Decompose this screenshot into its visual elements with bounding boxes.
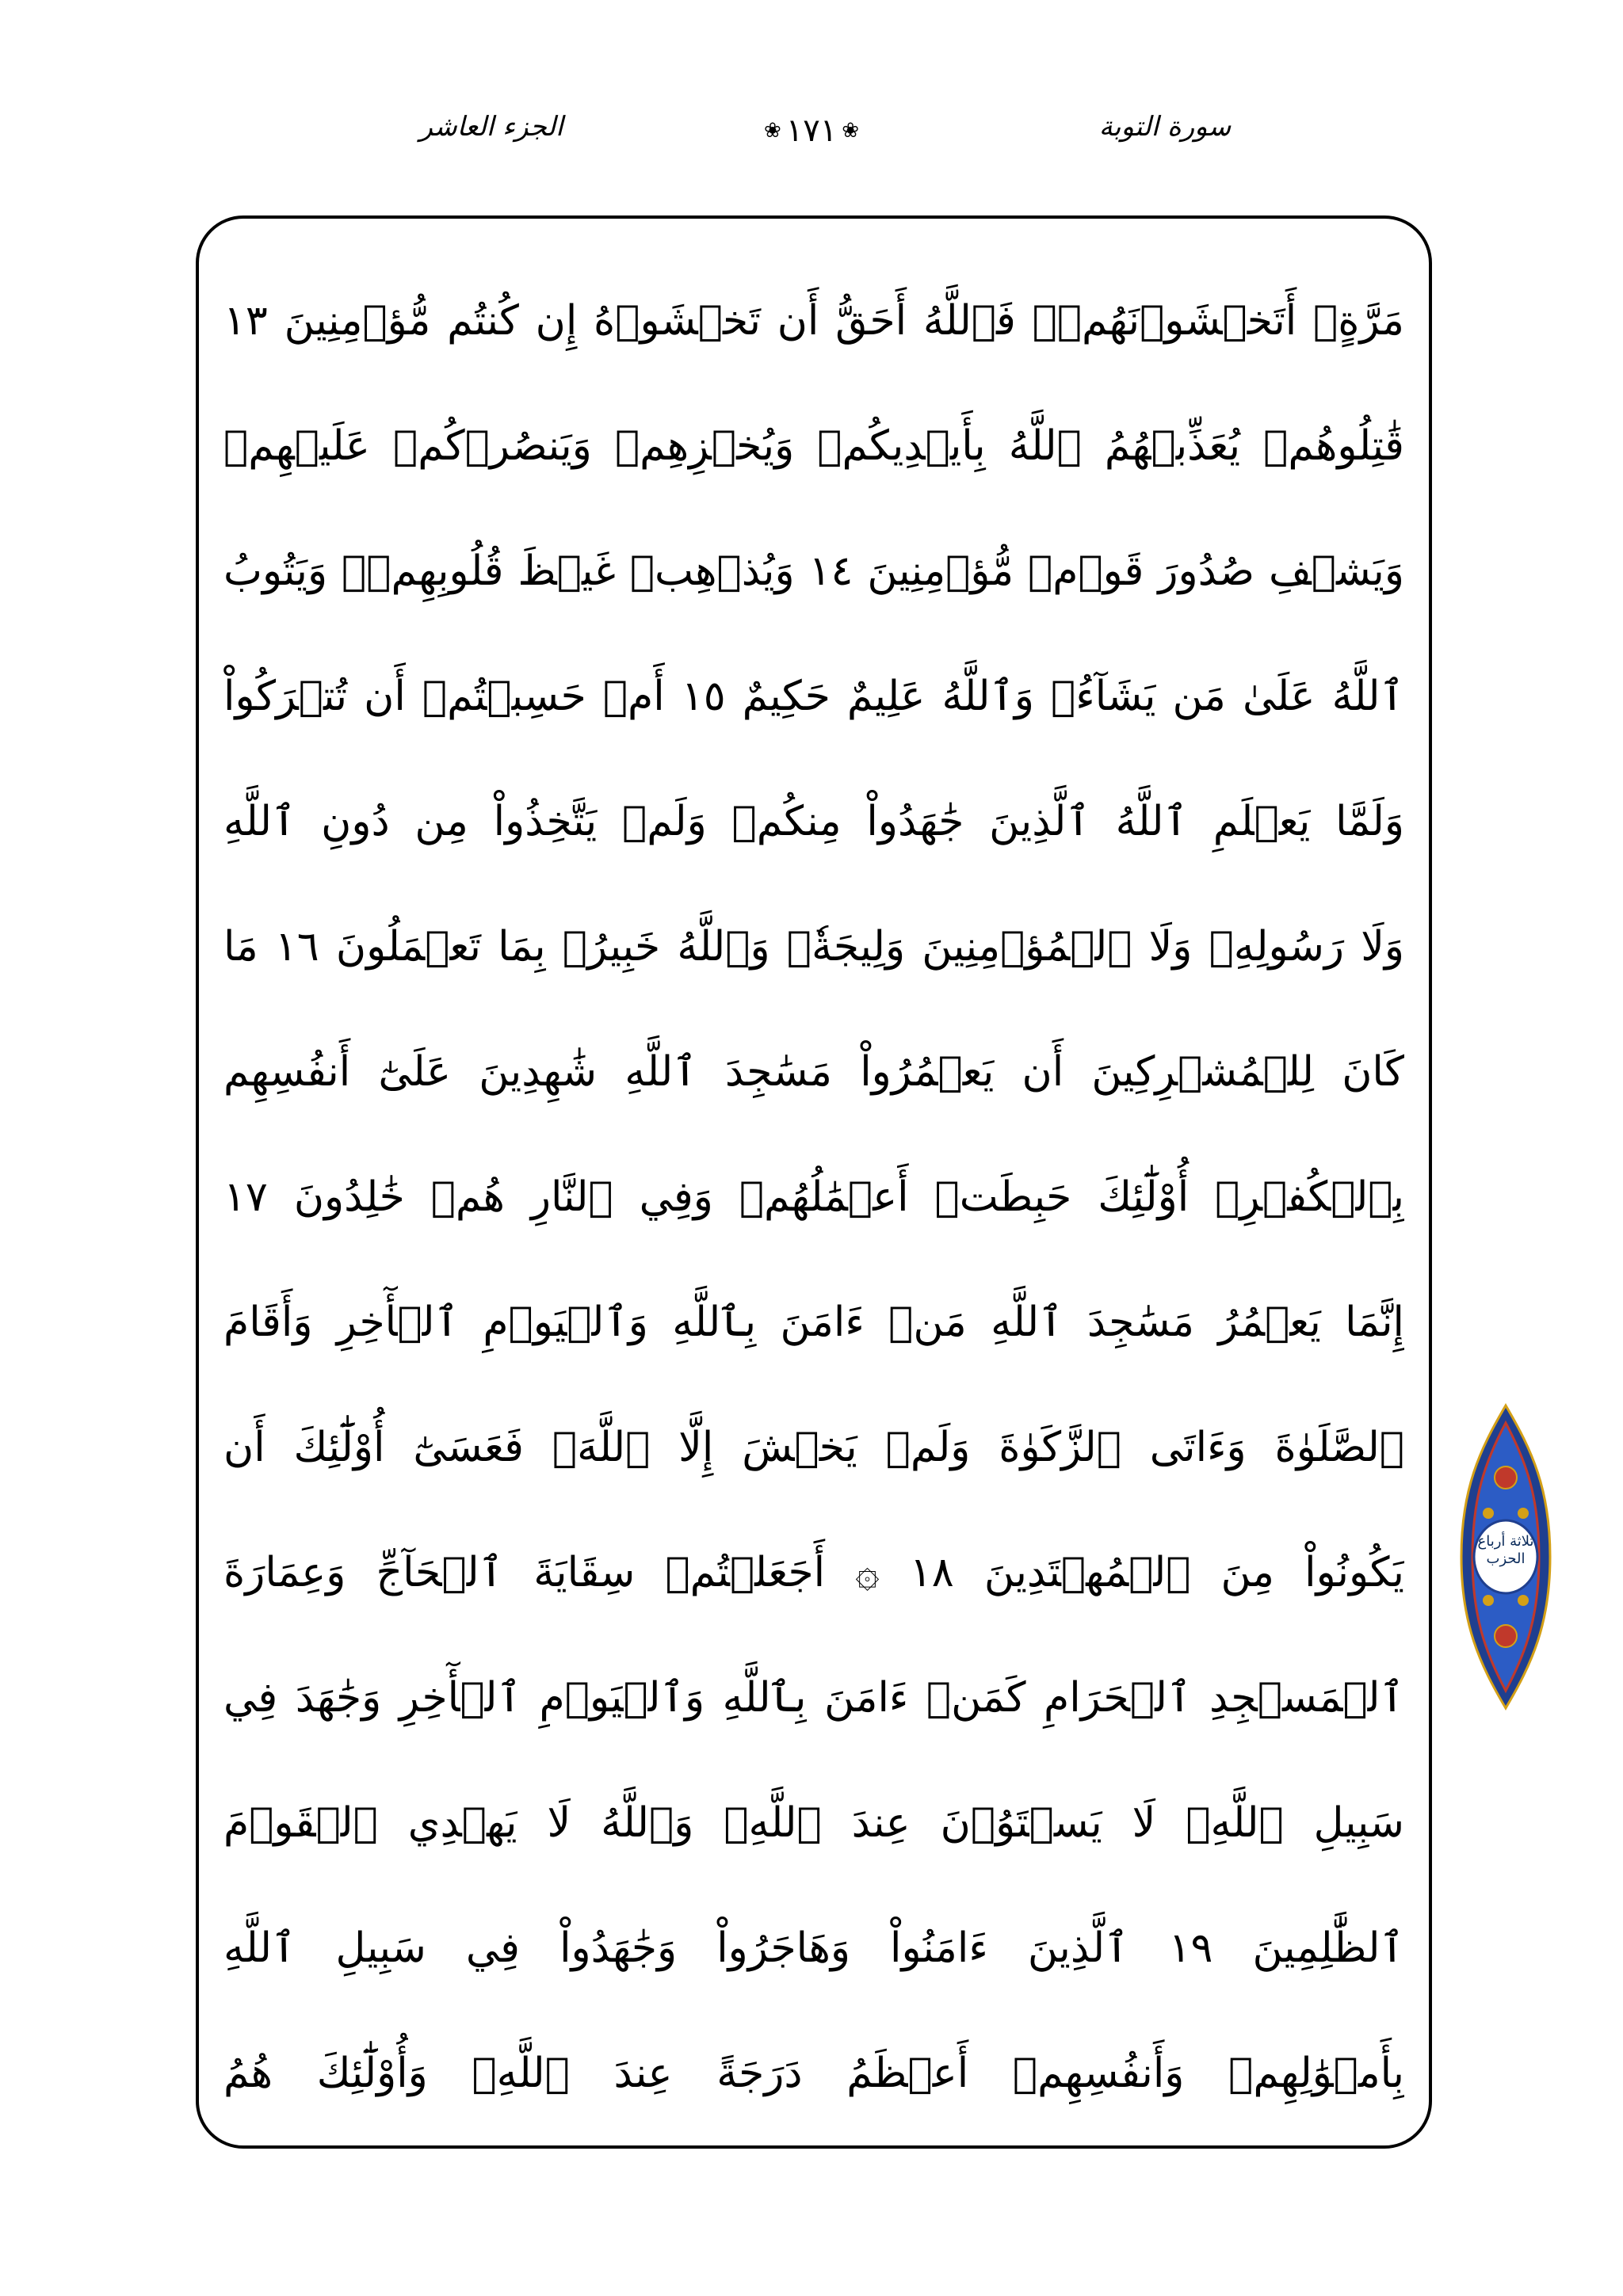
text-line: سَبِيلِ ٱللَّهِۚ لَا يَسۡتَوُۥنَ عِندَ ٱللَّهِۗ وَٱللَّهُ لَا يَهۡدِي ٱلۡقَوۡمَ [223,1799,1404,1847]
page-header [0,103,1623,190]
text-line: ٱللَّهُ عَلَىٰ مَن يَشَآءُۗ وَٱللَّهُ عَلِيمٌ حَكِيمٌ ١٥ أَمۡ حَسِبۡتُمۡ أَن تُتۡرَكُواْ [223,673,1404,720]
text-line: ٱلظَّٰلِمِينَ ١٩ ٱلَّذِينَ ءَامَنُواْ وَهَاجَرُواْ وَجَٰهَدُواْ فِي سَبِيلِ ٱللَّهِ [223,1924,1404,1972]
surah-name: سورة التوبة [1098,111,1232,143]
text-line: بِأَمۡوَٰلِهِمۡ وَأَنفُسِهِمۡ أَعۡظَمُ دَرَجَةً عِندَ ٱللَّهِۚ وَأُوْلَٰٓئِكَ هُمُ [223,2050,1404,2097]
hizb-label: ثلاثة أرباع الحزب [1477,1533,1534,1567]
text-line: ٱلۡمَسۡجِدِ ٱلۡحَرَامِ كَمَنۡ ءَامَنَ بِٱللَّهِ وَٱلۡيَوۡمِ ٱلۡأٓخِرِ وَجَٰهَدَ فِي [223,1674,1404,1722]
text-line: كَانَ لِلۡمُشۡرِكِينَ أَن يَعۡمُرُواْ مَسَٰجِدَ ٱللَّهِ شَٰهِدِينَ عَلَىٰٓ أَنفُسِهِم [223,1048,1404,1096]
ornament-right-icon: ❀ [842,119,860,143]
page-number: ١٧١ [785,113,838,149]
text-line: يَكُونُواْ مِنَ ٱلۡمُهۡتَدِينَ ١٨ ۞ أَجَعَلۡتُمۡ سِقَايَةَ ٱلۡحَآجِّ وَعِمَارَةَ [223,1549,1404,1596]
ornament-left-icon: ❀ [763,119,781,143]
text-line: إِنَّمَا يَعۡمُرُ مَسَٰجِدَ ٱللَّهِ مَنۡ ءَامَنَ بِٱللَّهِ وَٱلۡيَوۡمِ ٱلۡأٓخِرِ وَأَقَامَ [223,1299,1404,1346]
text-line: وَلَا رَسُولِهِۦ وَلَا ٱلۡمُؤۡمِنِينَ وَلِيجَةٗۚ وَٱللَّهُ خَبِيرُۢ بِمَا تَعۡمَلُونَ ١٦ مَا [223,923,1404,971]
page-number-badge [732,103,891,158]
text-line: بِٱلۡكُفۡرِۚ أُوْلَٰٓئِكَ حَبِطَتۡ أَعۡمَٰلُهُمۡ وَفِي ٱلنَّارِ هُمۡ خَٰلِدُونَ ١٧ [223,1173,1404,1221]
text-line: قَٰتِلُوهُمۡ يُعَذِّبۡهُمُ ٱللَّهُ بِأَيۡدِيكُمۡ وَيُخۡزِهِمۡ وَيَنصُرۡكُمۡ عَلَيۡهِمۡ [223,422,1404,470]
text-line: ٱلصَّلَوٰةَ وَءَاتَى ٱلزَّكَوٰةَ وَلَمۡ يَخۡشَ إِلَّا ٱللَّهَۖ فَعَسَىٰٓ أُوْلَٰٓئِكَ أَن [223,1424,1404,1471]
text-line: وَلَمَّا يَعۡلَمِ ٱللَّهُ ٱلَّذِينَ جَٰهَدُواْ مِنكُمۡ وَلَمۡ يَتَّخِذُواْ مِن دُونِ ٱللَّهِ [223,798,1404,845]
hizb-marker [1457,1402,1555,1711]
text-line: مَرَّةٍۚ أَتَخۡشَوۡنَهُمۡۚ فَٱللَّهُ أَحَقُّ أَن تَخۡشَوۡهُ إِن كُنتُم مُّؤۡمِنِينَ ١٣ [223,297,1404,345]
quran-text-block [223,258,1404,2136]
text-line: وَيَشۡفِ صُدُورَ قَوۡمٖ مُّؤۡمِنِينَ ١٤ وَيُذۡهِبۡ غَيۡظَ قُلُوبِهِمۡۗ وَيَتُوبُ [223,547,1404,595]
juz-name: الجزء العاشر [419,111,563,143]
